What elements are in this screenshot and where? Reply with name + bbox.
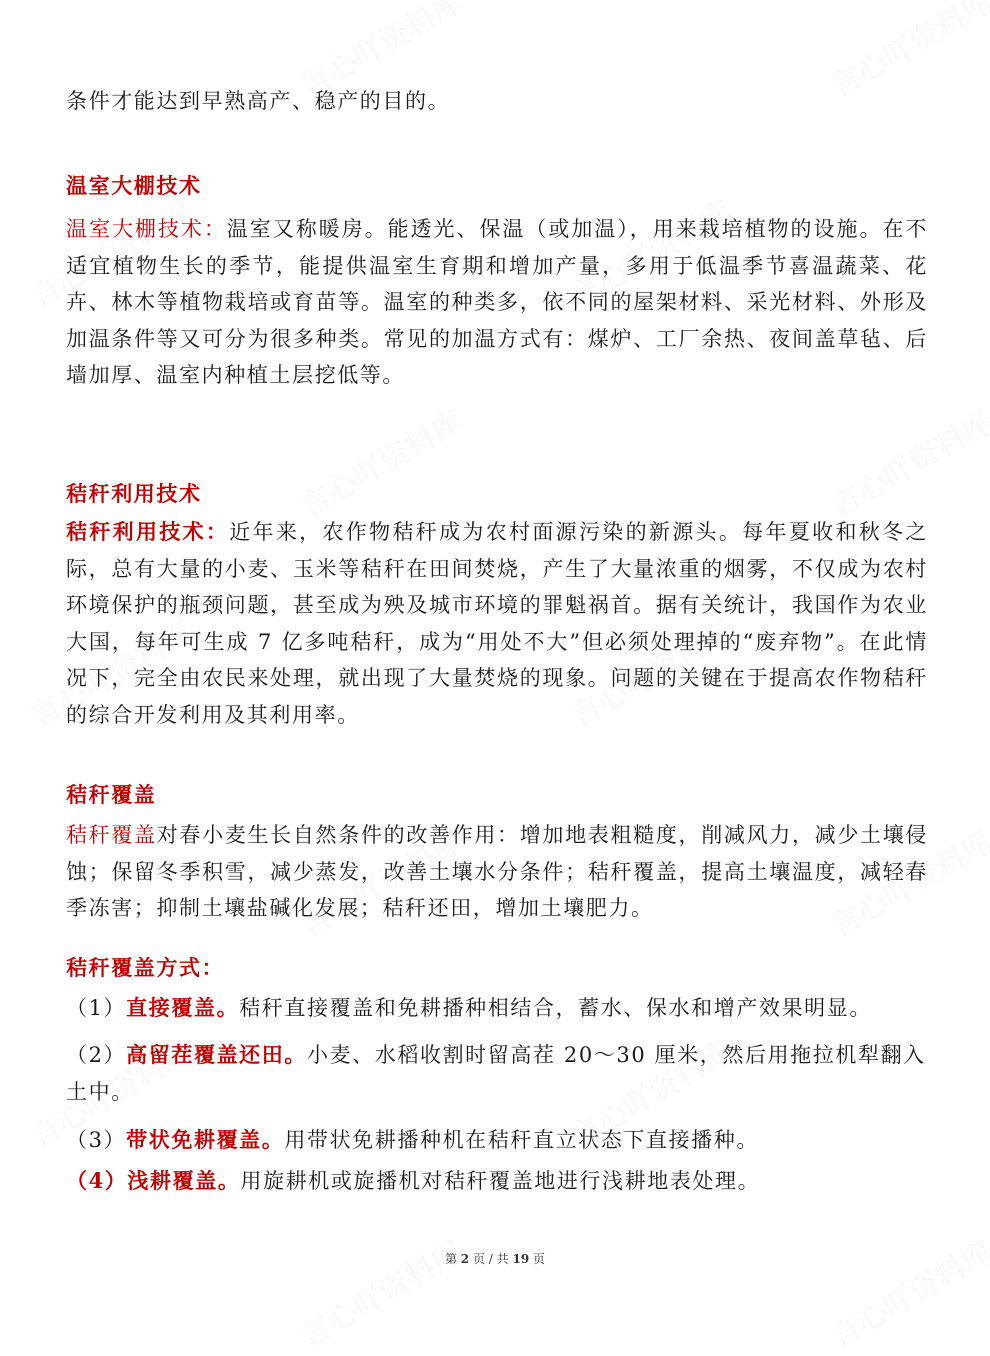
section-heading-cover-methods: 秸秆覆盖方式：: [66, 955, 225, 980]
footer-mid: 页 / 共: [472, 1252, 509, 1266]
cover-method-item: [66, 1163, 928, 1200]
item-title: 带状免耕覆盖。: [126, 1127, 285, 1152]
item-number: （2）: [66, 1043, 127, 1067]
straw-use-body: 近年来，农作物秸秆成为农村面源污染的新源头。每年夏收和秋冬之际，总有大量的小麦、玉米等秸秆在田间焚烧，产生了大量浓重的烟雾，不仅成为农村环境保护的瓶颈问题，甚至成为殃及城市环境的罪魁祸首。据有关统计，我国作为农业大国，每年可生成 7 亿多吨秸秆，成为“用处不大”但必须处理掉的“废弃物”。在此情况下，完全由农民来处理，就出现了大量焚烧的现象。问题的关键在于提高农作物秸秆的综合开发利用及其利用率。: [66, 520, 928, 727]
greenhouse-body: 温室又称暖房。能透光、保温（或加温），用来栽培植物的设施。在不适宜植物生长的季节，能提供温室生育期和增加产量，多用于低温季节喜温蔬菜、花卉、林木等植物栽培或育苗等。温室的种类多，依不同的屋架材料、采光材料、外形及加温条件等又可分为很多种类。常见的加温方式有：煤炉、工厂余热、夜间盖草毡、后墙加厚、温室内种植土层挖低等。: [66, 217, 928, 387]
footer-suffix: 页: [533, 1252, 546, 1266]
straw-use-paragraph: [66, 514, 928, 733]
footer-prefix: 第: [444, 1252, 457, 1266]
item-number: （1）: [66, 996, 127, 1020]
item-number: （3）: [66, 1128, 127, 1152]
total-page-number: 19: [512, 1252, 530, 1266]
section-heading-straw-use: 秸秆利用技术: [66, 481, 202, 506]
item-text: 用带状免耕播种机在秸秆直立状态下直接播种。: [284, 1128, 759, 1152]
item-text: 用旋耕机或旋播机对秸秆覆盖地进行浅耕地表处理。: [240, 1169, 761, 1193]
item-title: 直接覆盖。: [126, 995, 240, 1020]
item-number: （4）: [66, 1168, 128, 1193]
cover-method-item: [66, 1037, 928, 1110]
item-title: 高留茬覆盖还田。: [126, 1042, 307, 1067]
straw-cover-lead: 秸秆覆盖: [66, 823, 157, 847]
section-heading-straw-cover: 秸秆覆盖: [66, 782, 157, 807]
current-page-number: 2: [460, 1252, 470, 1266]
watermark-text: [291, 398, 469, 526]
watermark-text: [821, 1228, 990, 1356]
straw-use-lead: 秸秆利用技术：: [66, 519, 230, 544]
section-heading-greenhouse: 温室大棚技术: [66, 173, 202, 198]
greenhouse-lead: 温室大棚技术：: [66, 217, 227, 241]
cover-method-item: [66, 990, 928, 1027]
greenhouse-paragraph: [66, 211, 928, 394]
straw-cover-body: 对春小麦生长自然条件的改善作用：增加地表粗糙度，削减风力，减少土壤侵蚀；保留冬季积雪，减少蒸发，改善土壤水分条件；秸秆覆盖，提高土壤温度，减轻春季冻害；抑制土壤盐碱化发展；秸秆还田，增加土壤肥力。: [66, 823, 928, 920]
item-title: 浅耕覆盖。: [127, 1168, 241, 1193]
cover-method-item: [66, 1122, 928, 1159]
page-footer: [0, 1250, 990, 1267]
watermark-text: [291, 1228, 469, 1356]
item-text: 秸秆直接覆盖和免耕播种相结合，蓄水、保水和增产效果明显。: [239, 996, 872, 1020]
intro-paragraph: [66, 83, 928, 120]
item-text: 小麦、水稻收割时留高茬 20～30 厘米，然后用拖拉机犁翻入土中。: [66, 1043, 926, 1104]
watermark-text: [821, 398, 990, 526]
straw-cover-paragraph: [66, 817, 928, 927]
intro-text: 条件才能达到早熟高产、稳产的目的。: [66, 89, 451, 113]
